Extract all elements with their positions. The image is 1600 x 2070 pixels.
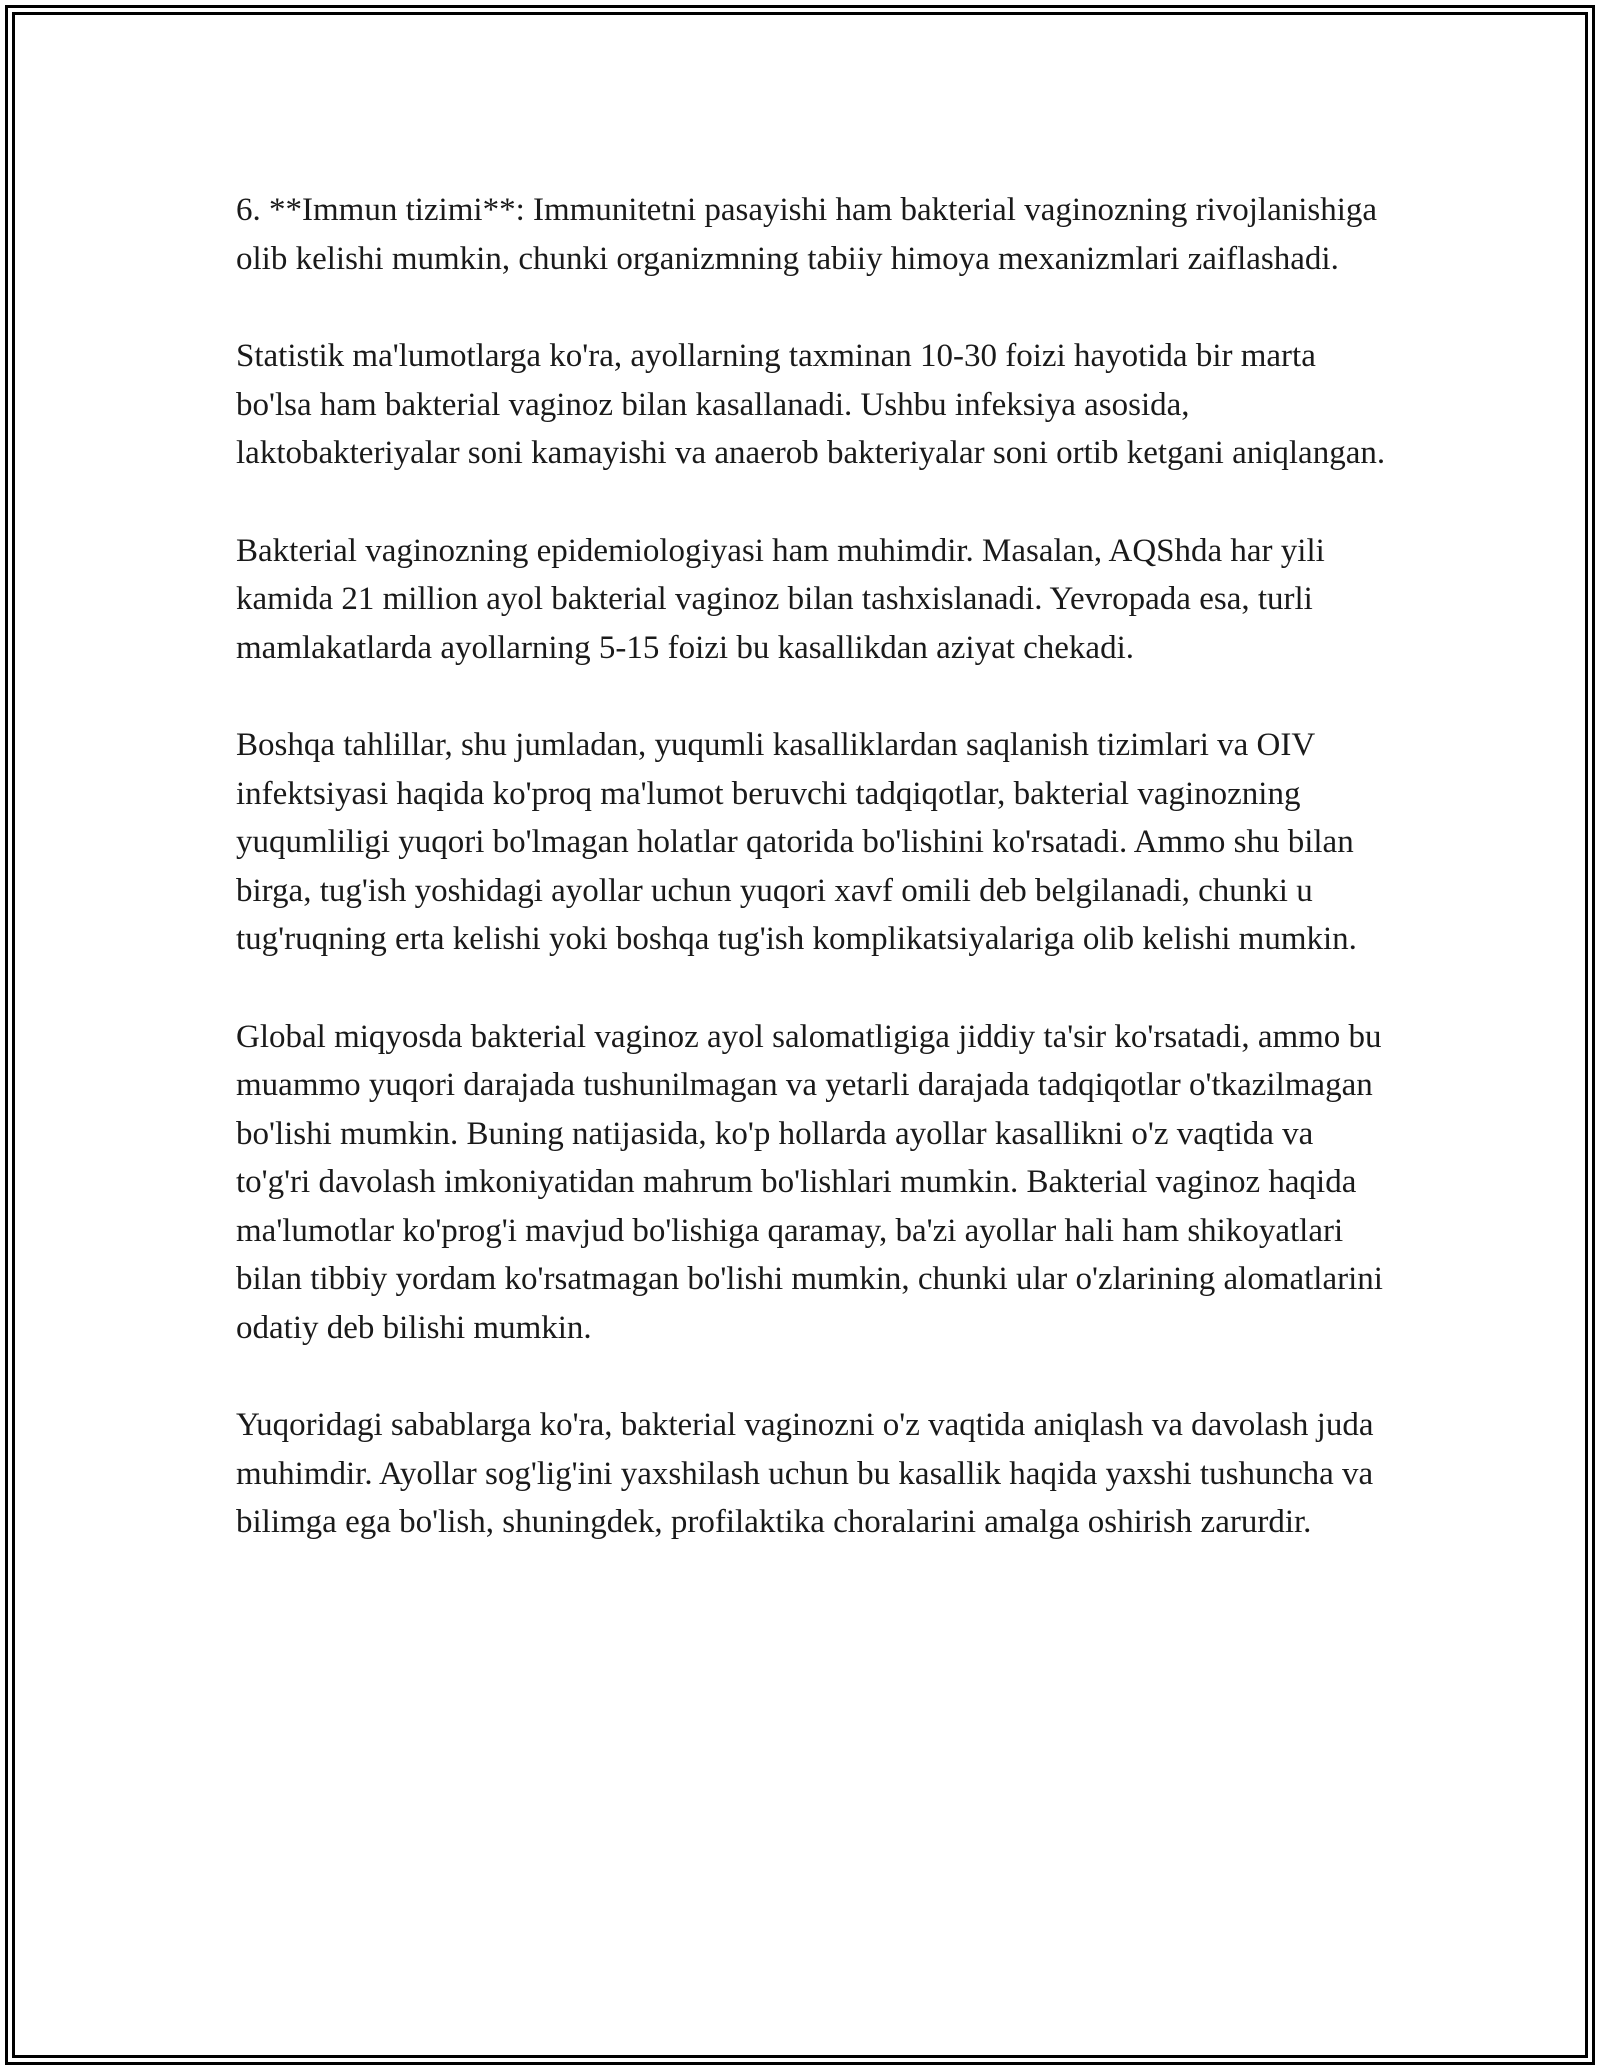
paragraph-immune-system: 6. **Immun tizimi**: Immunitetni pasayishi ham bakterial vaginozning rivojlanishiga olib kelishi mumkin, chunki organizmning tabiiy himoya mexanizmlari zaiflashadi.: [236, 192, 1378, 277]
paragraph-global-impact: Global miqyosda bakterial vaginoz ayol salomatligiga jiddiy ta'sir ko'rsatadi, ammo bu muammo yuqori darajada tushunilmagan va yetarli darajada tadqiqotlar o'tkazilmagan bo'lishi mumkin. Buning natijasida, ko'p hollarda ayollar kasallikni o'z vaqtida va to'g'ri davolash imkoniyatidan mahrum bo'lishlari mumkin. Bakterial vaginoz haqida ma'lumotlar ko'prog'i mavjud bo'lishiga qaramay, ba'zi ayollar hali ham shikoyatlari bilan tibbiy yordam ko'rsatmagan bo'lishi mumkin, chunki ular o'zlarining alomatlarini odatiy deb bilishi mumkin.: [236, 1018, 1383, 1346]
paragraph-other-analyses: Boshqa tahlillar, shu jumladan, yuqumli kasalliklardan saqlanish tizimlari va OIV infektsiyasi haqida ko'proq ma'lumot beruvchi tadqiqotlar, bakterial vaginozning yuqumliligi yuqori bo'lmagan holatlar qatorida bo'lishini ko'rsatadi. Ammo shu bilan birga, tug'ish yoshidagi ayollar uchun yuqori xavf omili deb belgilanadi, chunki u tug'ruqning erta kelishi yoki boshqa tug'ish komplikatsiyalariga olib kelishi mumkin.: [236, 727, 1357, 957]
document-body: [236, 186, 1386, 1547]
paragraph-statistics: Statistik ma'lumotlarga ko'ra, ayollarning taxminan 10-30 foizi hayotida bir marta bo'lsa ham bakterial vaginoz bilan kasallanadi. Ushbu infeksiya asosida, laktobakteriyalar soni kamayishi va anaerob bakteriyalar soni ortib ketgani aniqlangan.: [236, 338, 1386, 471]
paragraph-epidemiology: Bakterial vaginozning epidemiologiyasi ham muhimdir. Masalan, AQShda har yili kamida 21 million ayol bakterial vaginoz bilan tashxislanadi. Yevropada esa, turli mamlakatlarda ayollarning 5-15 foizi bu kasallikdan aziyat chekadi.: [236, 532, 1325, 666]
paragraph-conclusion: Yuqoridagi sabablarga ko'ra, bakterial vaginozni o'z vaqtida aniqlash va davolash juda muhimdir. Ayollar sog'lig'ini yaxshilash uchun bu kasallik haqida yaxshi tushuncha va bilimga ega bo'lish, shuningdek, profilaktika choralarini amalga oshirish zarurdir.: [236, 1407, 1374, 1540]
